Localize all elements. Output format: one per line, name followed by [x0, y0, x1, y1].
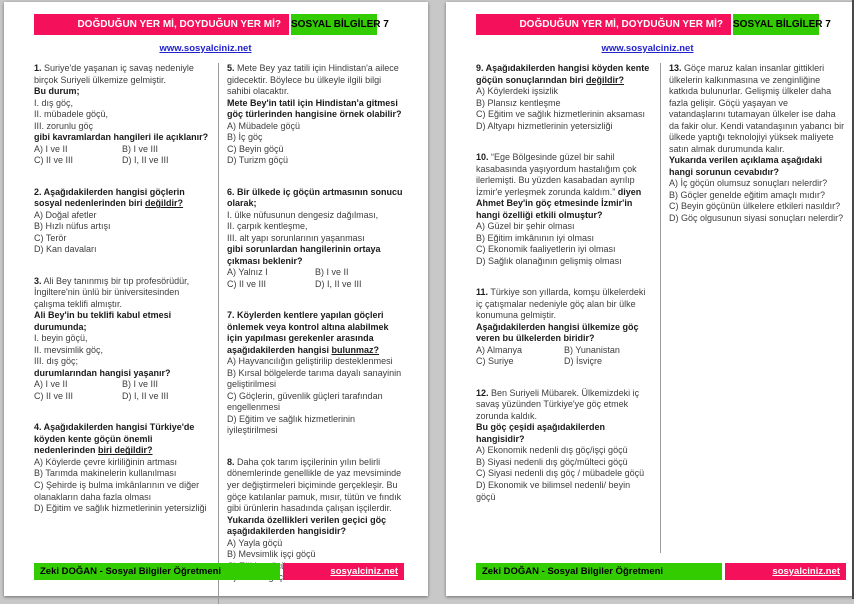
question-segment: I. beyin göçü, [34, 333, 88, 343]
answer-option: B) Siyasi nedenli dış göç/mülteci göçü [476, 457, 652, 469]
answer-option: B) Tarımda makinelerin kullanılması [34, 468, 210, 480]
answer-option: A) Köylerde çevre kirliliğinin artması [34, 457, 210, 469]
answer-option: B) I ve III [122, 379, 210, 391]
website-link[interactable]: www.sosyalciniz.net [601, 43, 693, 54]
answer-option: C) Şehirde iş bulma imkânlarının ve diğer olanakların daha fazla olması [34, 480, 210, 503]
page-title: DOĞDUĞUN YER Mİ, DOYDUĞUN YER Mİ? [34, 14, 289, 35]
question-segment: durumlarından hangisi yaşanır? [34, 368, 171, 378]
question-segment: 11. [476, 287, 488, 297]
answer-option: D) Eğitim ve sağlık hizmetlerinin yetersizliği [34, 503, 210, 515]
question-segment: II. mübadele göçü, [34, 109, 108, 119]
answer-option: A) Doğal afetler [34, 210, 210, 222]
answer-options [476, 221, 652, 267]
question-segment: II. mevsimlik göç, [34, 345, 103, 355]
answer-option: B) Plansız kentleşme [476, 98, 652, 110]
question-segment: III. dış göç; [34, 356, 78, 366]
questions-column [34, 63, 210, 604]
footer-site-link[interactable]: sosyalciniz.net [283, 563, 404, 580]
worksheet-page-1 [4, 2, 428, 596]
question-segment: 1. [34, 63, 42, 73]
answer-option: C) Suriye [476, 356, 564, 368]
worksheet-page-2 [446, 2, 854, 596]
question-text [476, 287, 652, 345]
question-block [34, 422, 210, 514]
answer-options [227, 356, 403, 437]
question-segment: 6. Bir ülkede iç göçün artmasının sonucu olarak; [227, 187, 403, 209]
question-text [669, 63, 845, 178]
answer-option: D) Ekonomik ve bilimsel nedenli/ beyin göçü [476, 480, 652, 503]
header-spacer [377, 14, 404, 35]
answer-option: B) Göçler genelde eğitim amaçlı mıdır? [669, 190, 845, 202]
question-segment: III. zorunlu göç [34, 121, 93, 131]
page-header [476, 14, 846, 35]
question-text [34, 187, 210, 210]
answer-option: B) Kırsal bölgelerde tarıma dayalı sanayinin geliştirilmesi [227, 368, 403, 391]
question-segment: bulunmaz? [332, 345, 380, 355]
answer-option: D) Kan davaları [34, 244, 210, 256]
question-segment: Suriye'de yaşanan iç savaş nedeniyle birçok Suriyeli ülkemize gelmiştir. [34, 63, 194, 85]
question-segment: Yukarıda verilen açıklama aşağıdaki hangi sorunun cevabıdır? [669, 155, 822, 177]
question-segment: 13. [669, 63, 682, 73]
answer-option: D) Altyapı hizmetlerinin yetersizliği [476, 121, 652, 133]
question-segment: Mete Bey'in tatil için Hindistan'a gitmesi göç türlerinden hangisine örnek olabilir? [227, 98, 402, 120]
question-segment: Türkiye son yıllarda, komşu ülkelerdeki iç çatışmalar nedeniyle göç alan bir ülke konumuna gelmiştir. [476, 287, 645, 320]
question-text [34, 63, 210, 144]
question-segment: 4. Aşağıdakilerden hangisi Türkiye'de köyden kente göçün önemli nedenlerinden [34, 422, 194, 455]
question-segment: Ali Bey'in bu teklifi kabul etmesi durumunda; [34, 310, 171, 332]
footer-author: Zeki DOĞAN - Sosyal Bilgiler Öğretmeni [476, 563, 722, 580]
answer-option: D) Turizm göçü [227, 155, 403, 167]
question-segment: III. alt yapı sorunlarının yaşanması [227, 233, 365, 243]
question-segment: 12. [476, 388, 489, 398]
question-segment: 5. [227, 63, 235, 73]
questions-area [476, 63, 846, 553]
answer-option: B) Eğitim imkânının iyi olması [476, 233, 652, 245]
question-block [669, 63, 845, 224]
answer-option: A) Ekonomik nedenli dış göç/işçi göçü [476, 445, 652, 457]
question-block [34, 187, 210, 256]
questions-column [476, 63, 652, 553]
question-segment: I. dış göç, [34, 98, 73, 108]
answer-option: C) Ekonomik faaliyetlerin iyi olması [476, 244, 652, 256]
question-segment: I. ülke nüfusunun dengesiz dağılması, [227, 210, 378, 220]
question-segment: Aşağıdakilerden hangisi ülkemize göç veren bu ülkelerden biridir? [476, 322, 639, 344]
question-segment: gibi kavramlardan hangileri ile açıklanır? [34, 132, 208, 142]
answer-option: D) I, II ve III [122, 155, 210, 167]
answer-option: B) Mevsimlik işçi göçü [227, 549, 403, 561]
answer-option: B) İç göç [227, 132, 403, 144]
answer-option: D) I, II ve III [122, 391, 210, 403]
answer-option: C) Beyin göçü [227, 144, 403, 156]
question-segment: değildir? [145, 198, 183, 208]
answer-option: D) İsviçre [564, 356, 652, 368]
page-footer [34, 563, 404, 580]
question-segment: diyen Ahmet Bey'in göç etmesinde İzmir'in hangi özelliği etkili olmuştur? [476, 187, 641, 220]
question-segment: değildir? [586, 75, 624, 85]
link-row [34, 38, 377, 56]
question-block [34, 276, 210, 403]
answer-options [227, 267, 403, 290]
answer-option: B) Hızlı nüfus artışı [34, 221, 210, 233]
answer-option: A) Hayvancılığın geliştirilip desteklenmesi [227, 356, 403, 368]
website-link[interactable]: www.sosyalciniz.net [159, 43, 251, 54]
questions-column [669, 63, 845, 553]
subject-badge: SOSYAL BİLGİLER 7 [291, 14, 377, 35]
answer-options [34, 144, 210, 167]
question-segment: Ben Suriyeli Mübarek. Ülkemizdeki iç savaş yüzünden Türkiye'ye göç etmek zorunda kaldık. [476, 388, 639, 421]
question-segment: Bu göç çeşidi aşağıdakilerden hangisidir? [476, 422, 605, 444]
question-segment: 7. Köylerden kentlere yapılan göçleri önlemek veya kontrol altına alabilmek için yapılması gerekenler arasında aşağıdakilerden hangisi [227, 310, 389, 355]
answer-option: B) Yunanistan [564, 345, 652, 357]
question-text [227, 457, 403, 538]
question-segment: Göçe maruz kalan insanlar gittikleri ülkelerin kalkınmasına ve zenginliğine katkıda bulunurlar. Gelişmiş ülkeler daha fazla gelişir. Göçü yaşayan ve vatandaşlarını tutamayan ülkeler ise daha da fakir olur. Kendi vatandaşının yabancı bir ülkede yaptığı teknolojiyi yüksek maliyete satın almak durumunda kalır. [669, 63, 844, 154]
answer-option: C) Siyasi nedenli dış göç / mübadele göçü [476, 468, 652, 480]
answer-options [227, 121, 403, 167]
question-text [34, 276, 210, 380]
question-block [476, 287, 652, 368]
answer-option: B) I ve II [315, 267, 403, 279]
answer-option: A) Almanya [476, 345, 564, 357]
question-block [476, 388, 652, 503]
column-divider [218, 63, 219, 604]
question-text [34, 422, 210, 457]
question-block [476, 152, 652, 267]
answer-option: A) Köylerdeki işsizlik [476, 86, 652, 98]
question-segment: II. çarpık kentleşme, [227, 221, 308, 231]
answer-option: D) Sağlık olanağının gelişmiş olması [476, 256, 652, 268]
question-segment: 9. Aşağıdakilerden hangisi köyden kente göçün sonuçlarından biri [476, 63, 649, 85]
questions-area [34, 63, 404, 604]
answer-options [476, 445, 652, 503]
header-spacer [819, 14, 846, 35]
answer-option: D) I, II ve III [315, 279, 403, 291]
answer-option: C) Göçlerin, güvenlik güçleri tarafından engellenmesi [227, 391, 403, 414]
question-segment: “Ege Bölgesinde güzel bir sahil kasabasında yaşıyordum hastalığım çok ilerlemişti. Bu yüzden kasabadan ayrılıp İzmir'e yerleşmek zorunda kaldım.” [476, 152, 637, 197]
answer-option: A) I ve II [34, 144, 122, 156]
answer-option: A) Yalnız I [227, 267, 315, 279]
answer-option: C) Terör [34, 233, 210, 245]
question-text [476, 63, 652, 86]
answer-options [476, 345, 652, 368]
answer-option: B) I ve III [122, 144, 210, 156]
question-segment: 3. [34, 276, 42, 286]
question-segment: Ali Bey tanınmış bir tıp profesörüdür, İngiltere'nin ünlü bir üniversitesinden çalışma teklifi almıştır. [34, 276, 189, 309]
answer-option: D) Eğitim ve sağlık hizmetlerinin iyileştirilmesi [227, 414, 403, 437]
question-segment: 2. Aşağıdakilerden hangisi göçlerin sosyal nedenlerinden biri [34, 187, 185, 209]
answer-option: A) İç göçün olumsuz sonuçları nelerdir? [669, 178, 845, 190]
answer-option: C) Beyin göçünün ülkelere etkileri nasıldır? [669, 201, 845, 213]
question-segment: Mete Bey yaz tatili için Hindistan'a ailece gidecektir. Böylece bu ülkeyle ilgili bilgi sahibi olacaktır. [227, 63, 399, 96]
footer-site-link[interactable]: sosyalciniz.net [725, 563, 846, 580]
page-footer [476, 563, 846, 580]
question-text [227, 187, 403, 268]
answer-option: C) II ve III [227, 279, 315, 291]
answer-option: C) Eğitim ve sağlık hizmetlerinin aksaması [476, 109, 652, 121]
answer-option: A) Güzel bir şehir olması [476, 221, 652, 233]
question-block [227, 63, 403, 167]
answer-options [669, 178, 845, 224]
link-row [476, 38, 819, 56]
question-text [227, 310, 403, 356]
answer-options [476, 86, 652, 132]
answer-option: C) II ve III [34, 391, 122, 403]
question-text [227, 63, 403, 121]
question-segment: biri değildir? [98, 445, 153, 455]
answer-options [34, 457, 210, 515]
page-header [34, 14, 404, 35]
footer-author: Zeki DOĞAN - Sosyal Bilgiler Öğretmeni [34, 563, 280, 580]
page-title: DOĞDUĞUN YER Mİ, DOYDUĞUN YER Mİ? [476, 14, 731, 35]
answer-option: A) I ve II [34, 379, 122, 391]
question-block [227, 310, 403, 437]
question-text [476, 152, 652, 221]
subject-badge: SOSYAL BİLGİLER 7 [733, 14, 819, 35]
question-segment: Yukarıda özellikleri verilen geçici göç aşağıdakilerden hangisidir? [227, 515, 386, 537]
answer-option: D) Göç olgusunun siyasi sonuçları nelerdir? [669, 213, 845, 225]
answer-options [34, 210, 210, 256]
questions-column [227, 63, 403, 604]
answer-options [34, 379, 210, 402]
question-block [34, 63, 210, 167]
question-segment: 10. [476, 152, 489, 162]
answer-option: A) Yayla göçü [227, 538, 403, 550]
question-segment: 8. [227, 457, 235, 467]
answer-option: C) II ve III [34, 155, 122, 167]
question-text [476, 388, 652, 446]
question-segment: gibi sorunlardan hangilerinin ortaya çıkması beklenir? [227, 244, 381, 266]
question-segment: Daha çok tarım işçilerinin yılın belirli dönemlerinde genellikle de yaz mevsiminde yer değiştirmeleri biçiminde gerçekleşir. Bu göçe katılanlar pamuk, mısır, tütün ve fındık gibi ürünlerin hasadında çalışan işçilerdir. [227, 457, 401, 513]
answer-option: A) Mübadele göçü [227, 121, 403, 133]
question-segment: Bu durum; [34, 86, 80, 96]
question-block [476, 63, 652, 132]
column-divider [660, 63, 661, 553]
question-block [227, 187, 403, 291]
